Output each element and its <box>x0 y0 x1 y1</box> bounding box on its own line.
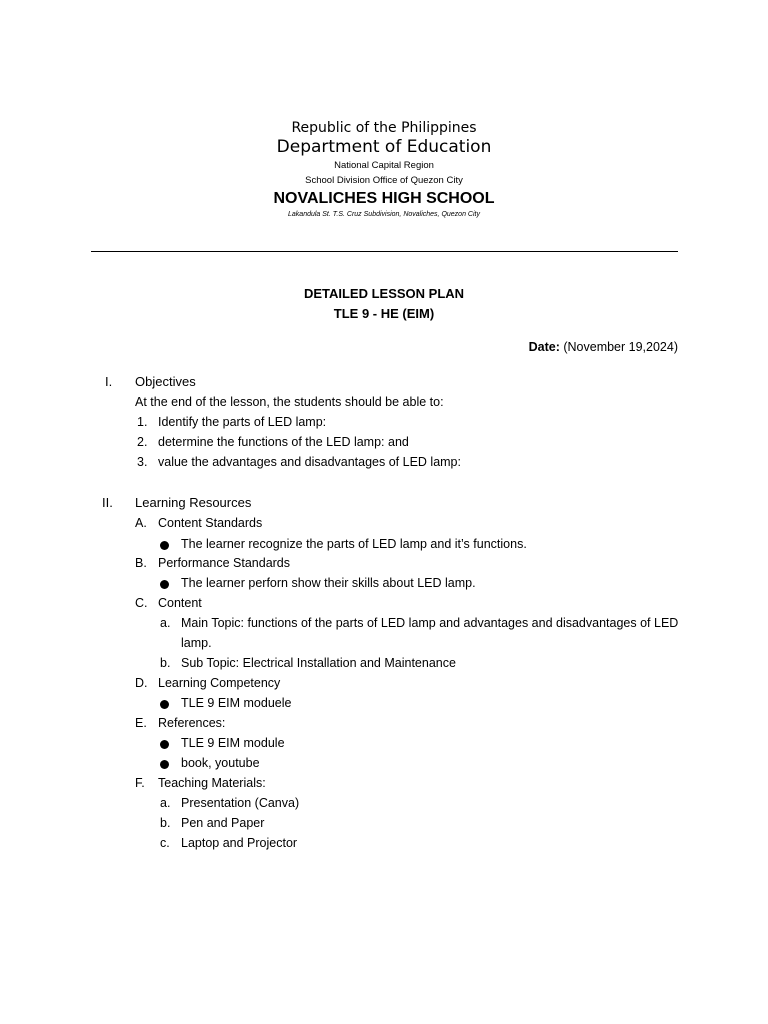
section-2-numeral: II. <box>102 495 113 510</box>
section-1-title: Objectives <box>135 374 196 389</box>
teaching-material-item: Presentation (Canva) <box>181 796 300 810</box>
content-label: Content <box>158 596 202 610</box>
bullet-icon <box>160 580 169 589</box>
school-address: Lakandula St. T.S. Cruz Subdivision, Novaliches, Quezon City <box>288 211 480 218</box>
sub-letter: a. <box>160 616 171 630</box>
header-divider <box>91 251 678 252</box>
date-row <box>529 340 678 354</box>
resource-letter: C. <box>135 596 148 610</box>
sub-topic-text: Sub Topic: Electrical Installation and Maintenance <box>181 656 456 670</box>
reference-item: book, youtube <box>181 756 260 770</box>
objective-item: value the advantages and disadvantages of LED lamp: <box>158 455 461 469</box>
bullet-icon <box>160 700 169 709</box>
resource-letter: D. <box>135 676 148 690</box>
republic-heading: Republic of the Philippines <box>291 120 477 136</box>
content-standards-text: The learner recognize the parts of LED lamp and it’s functions. <box>181 537 527 551</box>
sub-letter: b. <box>160 656 171 670</box>
references-label: References: <box>158 716 226 730</box>
objectives-intro: At the end of the lesson, the students should be able to: <box>135 395 444 409</box>
sub-letter: a. <box>160 796 171 810</box>
teaching-materials-label: Teaching Materials: <box>158 776 266 790</box>
resource-letter: B. <box>135 556 147 570</box>
document-title: DETAILED LESSON PLAN <box>303 286 465 301</box>
objective-item: determine the functions of the LED lamp: and <box>158 435 409 449</box>
bullet-icon <box>160 541 169 550</box>
date-value: (November 19,2024) <box>559 340 678 354</box>
teaching-material-item: Laptop and Projector <box>181 836 298 850</box>
document-subtitle: TLE 9 - HE (EIM) <box>333 306 435 321</box>
reference-item: TLE 9 EIM module <box>181 736 285 750</box>
objective-number: 3. <box>137 455 148 469</box>
section-1-numeral: I. <box>105 374 113 389</box>
performance-standards-label: Performance Standards <box>158 556 291 570</box>
bullet-icon <box>160 740 169 749</box>
sub-letter: b. <box>160 816 171 830</box>
content-standards-label: Content Standards <box>158 516 263 530</box>
resource-letter: F. <box>135 776 145 790</box>
main-topic-text-cont: lamp. <box>181 636 212 650</box>
objective-number: 2. <box>137 435 148 449</box>
resource-letter: E. <box>135 716 147 730</box>
date-label: Date: <box>528 340 560 354</box>
learning-competency-text: TLE 9 EIM moduele <box>181 696 292 710</box>
teaching-material-item: Pen and Paper <box>181 816 265 830</box>
objective-item: Identify the parts of LED lamp: <box>158 415 327 429</box>
resource-letter: A. <box>135 516 147 530</box>
learning-competency-label: Learning Competency <box>158 676 281 690</box>
main-topic-text: Main Topic: functions of the parts of LED lamp and advantages and disadvantages of LED <box>181 616 679 630</box>
division-line: School Division Office of Quezon City <box>305 175 463 186</box>
sub-letter: c. <box>160 836 170 850</box>
objective-number: 1. <box>137 415 148 429</box>
section-2-title: Learning Resources <box>135 495 252 510</box>
performance-standards-text: The learner perforn show their skills about LED lamp. <box>181 576 476 590</box>
bullet-icon <box>160 760 169 769</box>
school-name: NOVALICHES HIGH SCHOOL <box>273 190 495 207</box>
department-heading: Department of Education <box>276 137 492 157</box>
region-line: National Capital Region <box>334 160 434 171</box>
